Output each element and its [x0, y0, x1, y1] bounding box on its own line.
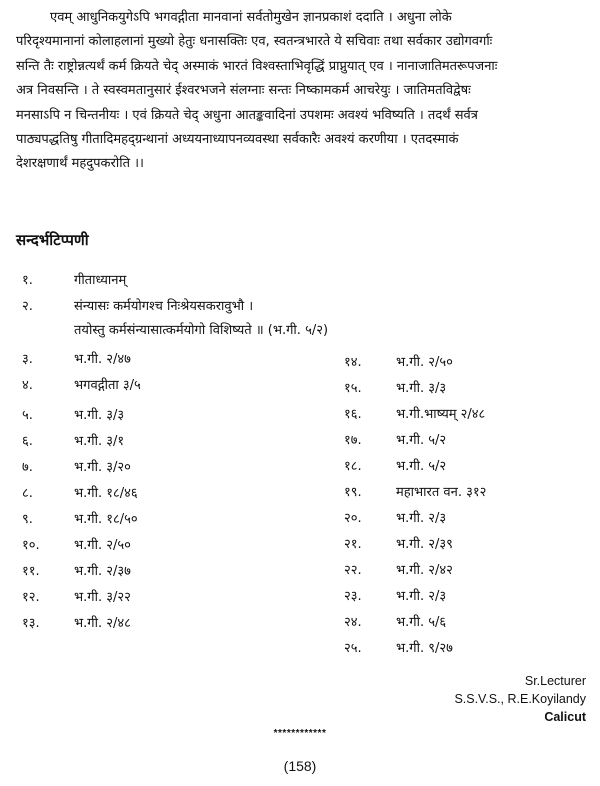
paragraph-line: पाठ्यपद्धतिषु गीतादिमहद्ग्रन्थानां अध्ययनाध्यापनव्यवस्था सर्वकारैः अवश्यं करणीया । एतदस्माकं [16, 132, 459, 148]
footnote-text: भ.गी. ५/२ [396, 433, 447, 448]
footnote-number: २०. [344, 511, 362, 526]
footnote-number: १२. [22, 590, 40, 605]
footnote-text: भ.गी. २/३ [396, 511, 447, 526]
footnote-text: भ.गी. २/३९ [396, 537, 453, 552]
footnote-number: ४. [22, 378, 33, 393]
footnote-number: ११. [22, 564, 40, 579]
footnote-item [22, 587, 131, 605]
footnote-number: २४. [344, 615, 362, 630]
footnote-text: महाभारत वन. ३१२ [396, 485, 487, 500]
footnote-number: १४. [344, 355, 362, 370]
footnote-item [22, 296, 253, 314]
footnote-text: गीताध्यानम् [74, 273, 127, 288]
author-title: Sr.Lecturer [524, 674, 586, 688]
author-institution: S.S.V.S., R.E.Koyilandy [454, 692, 586, 706]
footnote-number: २३. [344, 589, 362, 604]
paragraph-line: परिदृश्यमानानां कोलाहलानां मुख्यो हेतुः धनासक्तिः एव, स्वतन्त्रभारते ये सचिवाः तथा सर्वकार उद्योगवर्गाः [16, 34, 493, 50]
footnote-number: ७. [22, 460, 33, 475]
footnote-continuation: तयोस्तु कर्मसंन्यासात्कर्मयोगो विशिष्यते ॥ (भ.गी. ५/२) [74, 323, 329, 338]
footnote-text: भ.गी. ३/२२ [74, 590, 131, 605]
footnote-text: भ.गी. ५/६ [396, 615, 447, 630]
paragraph-line: सन्ति तैः राष्ट्रोन्नत्यर्थं कर्म क्रियते चेद् अस्माकं भारतं विश्वस्ताभिवृद्धिं प्राप्नुयात् एव । नानाजातिमतरूपजनाः [16, 58, 498, 74]
footnote-text: भ.गी. ३/३ [74, 408, 125, 423]
footnote-text: भ.गी. ९/२७ [396, 641, 453, 656]
footnote-item [344, 430, 446, 448]
footnote-item [22, 613, 131, 631]
footnote-text: भ.गी. १८/४६ [74, 486, 138, 501]
footnote-number: १८. [344, 459, 362, 474]
footnote-text: भ.गी. ३/१ [74, 434, 125, 449]
footnote-text: भ.गी.भाष्यम् २/४८ [396, 407, 486, 422]
footnote-item [344, 482, 486, 500]
author-signature [454, 672, 586, 726]
footnote-item [344, 378, 446, 396]
footnote-item [22, 509, 138, 527]
footnote-number: २५. [344, 641, 362, 656]
footnote-item [344, 586, 446, 604]
paragraph-line: अत्र निवसन्ति । ते स्वस्वमतानुसारं ईश्वरभजने संलग्नाः सन्तः निष्कामकर्म आचरेयुः । जातिमतविद्वेषः [16, 83, 471, 99]
footnote-number: १६. [344, 407, 362, 422]
footnote-number: ६. [22, 434, 33, 449]
paragraph-line: देशरक्षणार्थं महदुपकरोति ।। [16, 156, 144, 172]
footnote-item [22, 483, 138, 501]
footnote-number: १३. [22, 616, 40, 631]
footnote-number: २१. [344, 537, 362, 552]
footnote-number: ९. [22, 512, 33, 527]
footnote-item [344, 638, 453, 656]
footnote-item [344, 612, 446, 630]
footnote-item [22, 349, 131, 367]
footnote-text: संन्यासः कर्मयोगश्च निःश्रेयसकरावुभौ । [74, 299, 254, 314]
footnote-text: भ.गी. २/५० [396, 355, 453, 370]
footnote-item [344, 560, 453, 578]
footnote-number: ५. [22, 408, 33, 423]
footnote-number: १७. [344, 433, 362, 448]
footnote-number: १०. [22, 538, 40, 553]
footnote-item [22, 457, 131, 475]
footnote-number: २२. [344, 563, 362, 578]
footnote-item [344, 404, 485, 422]
footnote-item [344, 456, 446, 474]
page-number: (158) [283, 758, 317, 774]
footnote-text: भ.गी. २/४८ [74, 616, 131, 631]
footnote-text: भ.गी. २/४७ [74, 352, 131, 367]
footnote-number: १५. [344, 381, 362, 396]
footnote-item [22, 270, 126, 288]
footnote-text: भ.गी. २/४२ [396, 563, 453, 578]
footnote-text: भ.गी. १८/५० [74, 512, 138, 527]
footnote-text: भ.गी. ३/३ [396, 381, 447, 396]
footnote-text: भ.गी. ३/२० [74, 460, 131, 475]
footnote-number: १९. [344, 485, 362, 500]
footnote-text: भ.गी. ५/२ [396, 459, 447, 474]
footnote-number: ३. [22, 352, 33, 367]
footnote-number: ८. [22, 486, 33, 501]
footnote-text: भ.गी. २/३ [396, 589, 447, 604]
footnote-text: भ.गी. २/५० [74, 538, 131, 553]
footnote-item [22, 375, 141, 393]
footnote-text: भ.गी. २/३७ [74, 564, 131, 579]
footnote-text: भगवद्गीता ३/५ [74, 378, 141, 393]
footnote-item [22, 405, 124, 423]
references-heading: सन्दर्भटिप्पणी [16, 231, 89, 249]
paragraph-line: मनसाऽपि न चिन्तनीयः । एवं क्रियते चेद् अधुना आतङ्कवादिनां उपशमः अवश्यं भविष्यति । तदर्थं सर्वत्र [16, 107, 478, 123]
footnote-item [22, 431, 124, 449]
footnote-item [22, 535, 131, 553]
paragraph-line: एवम् आधुनिकयुगेऽपि भगवद्गीता मानवानां सर्वतोमुखेन ज्ञानप्रकाशं ददाति । अधुना लोके [50, 10, 452, 25]
author-city: Calicut [544, 710, 586, 724]
body-paragraph [16, 6, 588, 177]
footnote-number: २. [22, 299, 33, 314]
section-separator: ************ [273, 728, 327, 739]
footnote-item [344, 352, 453, 370]
footnote-item [344, 534, 453, 552]
footnote-item [22, 561, 131, 579]
footnote-item [344, 508, 446, 526]
footnote-number: १. [22, 273, 33, 288]
